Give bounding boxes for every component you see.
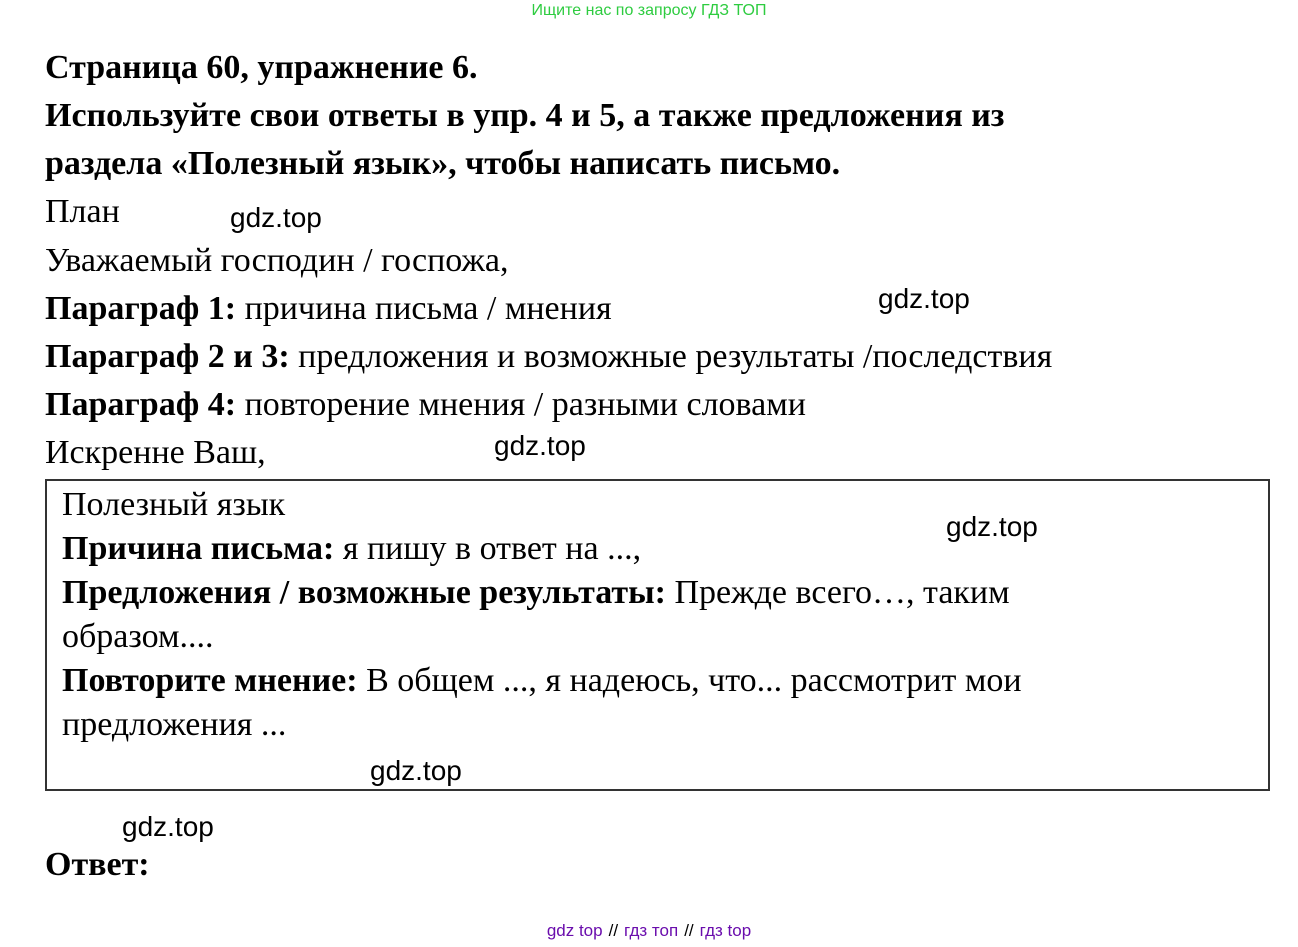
paragraph-1-label: Параграф 1: [45, 290, 237, 327]
watermark: gdz.top [878, 283, 970, 314]
footer-links [0, 921, 1298, 941]
task-text-line-2: раздела «Полезный язык», чтобы написать письмо. [45, 145, 841, 182]
plan-closing: Искренне Ваш, [45, 434, 266, 471]
watermark: gdz.top [946, 511, 1038, 542]
watermark: gdz.top [230, 202, 322, 233]
reason-text: я пишу в ответ на ..., [334, 530, 642, 567]
reason-label: Причина письма: [62, 530, 335, 567]
footer-separator: // [608, 921, 619, 940]
footer-separator: // [684, 921, 694, 940]
watermark: gdz.top [122, 811, 214, 842]
search-hint: Ищите нас по запросу ГДЗ ТОП [531, 2, 767, 19]
plan-paragraph-4 [45, 385, 806, 425]
answer-label: Ответ: [45, 846, 150, 883]
watermark: gdz.top [370, 755, 462, 786]
useful-language-title: Полезный язык [62, 486, 286, 523]
footer-link-gdz-top-ru[interactable]: гдз топ [624, 921, 679, 940]
suggestions-label: Предложения / возможные результаты: [62, 574, 666, 611]
paragraph-2-3-text: предложения и возможные результаты /последствия [289, 338, 1053, 375]
plan-greeting: Уважаемый господин / госпожа, [45, 242, 509, 279]
suggestions-line [62, 571, 1010, 615]
repeat-line-2: предложения ... [62, 706, 287, 743]
task-text-line-1: Используйте свои ответы в упр. 4 и 5, а также предложения из [45, 97, 1005, 134]
reason-line [62, 527, 641, 571]
plan-title: План [45, 193, 120, 230]
repeat-text: В общем ..., я надеюсь, что... рассмотрит мои [357, 662, 1022, 699]
suggestions-line-2: образом.... [62, 618, 214, 655]
exercise-title: Страница 60, упражнение 6. [45, 49, 478, 86]
plan-paragraph-2-3 [45, 337, 1052, 377]
paragraph-4-text: повторение мнения / разными словами [236, 386, 806, 423]
repeat-line [62, 659, 1022, 703]
footer-link-gdz-top[interactable]: gdz top [546, 921, 603, 940]
paragraph-2-3-label: Параграф 2 и 3: [45, 338, 290, 375]
paragraph-1-text: причина письма / мнения [236, 290, 612, 327]
repeat-label: Повторите мнение: [62, 662, 358, 699]
suggestions-text: Прежде всего…, таким [665, 574, 1010, 611]
paragraph-4-label: Параграф 4: [45, 386, 237, 423]
footer-link-gdz-top-mixed[interactable]: гдз top [699, 921, 752, 940]
useful-language-box [45, 479, 1270, 791]
watermark: gdz.top [494, 430, 586, 461]
plan-paragraph-1 [45, 289, 612, 329]
